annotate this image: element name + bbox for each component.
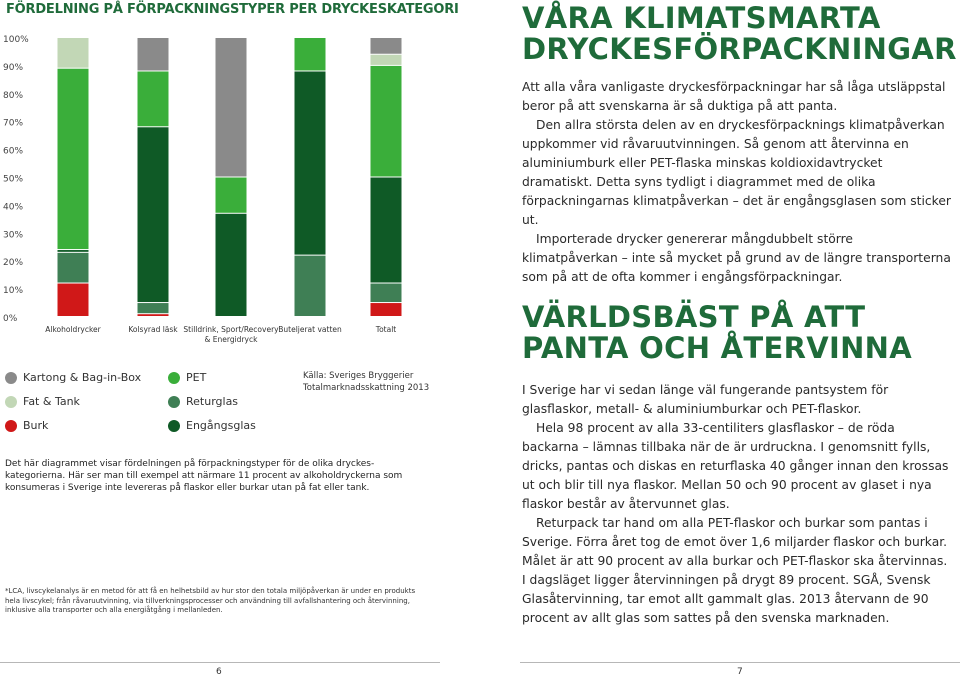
legend-label-pet: PET — [186, 371, 207, 384]
heading-klimatsmarta: VÅRA KLIMATSMARTA DRYCKESFÖRPACKNINGAR — [522, 1, 957, 66]
bar-segment-fat-tank — [58, 38, 89, 68]
legend-returglas — [168, 395, 238, 408]
paragraph: Importerade drycker genererar mångdubbelt större klimatpåverkan – inte så mycket på grund av de längre transporterna som på att de ofta kommer i engångsförpackningar. — [522, 232, 951, 284]
legend-dot-kartong — [5, 372, 17, 384]
heading-varldsbast: VÄRLDSBÄST PÅ ATT PANTA OCH ÅTERVINNA — [522, 300, 912, 365]
source-line-2: Totalmarknadsskattning 2013 — [303, 383, 430, 393]
lca-footnote: *LCA, livscykelanalys är en metod för att få en helhetsbild av hur stor den totala miljöpåverkan är under en produkts hela livscykel; från råvaruutvinning, via tillverkningsprocesser och användning till avfallshantering och återvinning, inklusive alla transporter och alla energiåtgång i mellanleden. — [5, 587, 416, 614]
chart-title: FÖRDELNING PÅ FÖRPACKNINGSTYPER PER DRYCKESKATEGORI — [6, 2, 459, 17]
bar-segment-returglas — [371, 284, 402, 303]
x-category-label: Stilldrink, Sport/Recovery & Energidryck — [183, 325, 279, 344]
bar-segment-pet — [138, 71, 169, 126]
bar-segment-burk — [58, 284, 89, 316]
legend-kartong — [5, 371, 141, 384]
legend-label-kartong: Kartong & Bag-in-Box — [23, 371, 142, 384]
bar-segment-pet — [58, 69, 89, 249]
paragraph: Den allra största delen av en dryckesförpacknings klimatpåverkan uppkommer vid råvaruutvinningen. Så genom att återvinna en aluminiumburk eller PET-flaska minskas koldioxidavtrycket dramatiskt. Detta syns tydligt i diagrammet med de olika förpackningarnas klimatpåverkan – det är engångsglasen som sticker ut. — [522, 118, 951, 227]
bar-segment-kartong-bag-in-box — [371, 38, 402, 54]
bar-segment-kartong-bag-in-box — [138, 38, 169, 70]
chart-caption: Det här diagrammet visar fördelningen på förpackningstyper för de olika dryckes-kategorierna. Här ser man till exempel att närmare 11 procent av alkoholdryckerna som konsumeras i Sverige inte levereras på flaskor eller burkar utan på fat eller tank. — [5, 459, 403, 493]
bar-segment-pet — [371, 66, 402, 177]
legend-label-returglas: Returglas — [186, 395, 239, 408]
bar-segment-engångsglas — [138, 127, 169, 302]
legend-fat-tank — [5, 395, 80, 408]
legend-dot-fat-tank — [5, 396, 17, 408]
chart-source — [303, 370, 429, 394]
bar-segment-burk — [138, 314, 169, 316]
bar-segment-fat-tank — [371, 55, 402, 65]
legend-dot-engangsglas — [168, 420, 180, 432]
paragraph: Returpack tar hand om alla PET-flaskor och burkar som pantas i Sverige. Förra året tog de emot över 1,6 miljarder flaskor och burkar. Målet är att 90 procent av alla burkar och PET-flaskor ska återvinnas. I dagsläget ligger återvinningen på drygt 89 procent. SGÅ, Svensk Glasåtervinning, tar emot allt gammalt glas. 2013 återvann de 90 procent av allt glas som sattes på den svenska marknaden. — [522, 516, 948, 625]
section-klimatsmarta — [522, 78, 952, 287]
legend-engangsglas — [168, 419, 256, 432]
legend-dot-returglas — [168, 396, 180, 408]
bar-segment-returglas — [138, 303, 169, 313]
bar-segment-pet — [216, 178, 247, 213]
x-category-label: Alkoholdrycker — [45, 325, 101, 334]
y-tick-label: 0% — [3, 314, 18, 324]
bar-segment-engångsglas — [58, 250, 89, 252]
bar-segment-engångsglas — [295, 71, 326, 254]
x-category-label: Kolsyrad läsk — [128, 325, 178, 334]
paragraph: I Sverige har vi sedan länge väl fungerande pantsystem för glasflaskor, metall- & aluminiumburkar och PET-flaskor. — [522, 383, 889, 416]
bar-segment-pet — [295, 38, 326, 70]
paragraph: Att alla våra vanligaste dryckesförpackningar har så låga utsläppstal beror på att svenskarna är så duktiga på att panta. — [522, 80, 946, 113]
footer-rule-left — [0, 662, 440, 663]
bar-segment-returglas — [58, 253, 89, 283]
bar-segment-kartong-bag-in-box — [216, 38, 247, 177]
bar-segment-engångsglas — [371, 178, 402, 283]
legend-dot-pet — [168, 372, 180, 384]
bar-segment-burk — [371, 303, 402, 316]
y-tick-label: 80% — [3, 90, 24, 101]
x-category-label: Buteljerat vatten — [278, 325, 342, 334]
y-tick-label: 90% — [3, 62, 24, 73]
section-varldsbast — [522, 381, 952, 628]
legend-dot-burk — [5, 420, 17, 432]
footer-rule-right — [520, 662, 960, 663]
bar-segment-returglas — [295, 256, 326, 316]
y-tick-label: 40% — [3, 202, 24, 213]
y-tick-label: 10% — [3, 286, 24, 297]
legend-label-engangsglas: Engångsglas — [186, 419, 256, 432]
bar-segment-engångsglas — [216, 214, 247, 316]
y-tick-label: 70% — [3, 118, 24, 129]
legend-label-burk: Burk — [23, 419, 49, 432]
source-line-1: Källa: Sveriges Bryggerier — [303, 371, 414, 381]
y-tick-label: 50% — [3, 174, 24, 185]
legend-pet — [168, 371, 206, 384]
paragraph: Hela 98 procent av alla 33-centiliters glasflaskor – de röda backarna – lämnas tillbaka när de är urdruckna. I genomsnitt fylls, dricks, pantas och diskas en returflaska 40 gånger innan den krossas ut och blir till nya flaskor. Mellan 50 och 90 procent av glaset i nya flaskor består av återvunnet glas. — [522, 421, 949, 511]
y-tick-label: 100% — [3, 35, 29, 45]
legend-burk — [5, 419, 48, 432]
y-tick-label: 20% — [3, 258, 24, 269]
stacked-bar-chart — [0, 0, 430, 350]
legend-label-fat-tank: Fat & Tank — [23, 395, 80, 408]
page-number-left: 6 — [216, 667, 222, 677]
y-tick-label: 60% — [3, 146, 24, 157]
y-tick-label: 30% — [3, 230, 24, 241]
x-category-label: Totalt — [375, 325, 397, 334]
page-number-right: 7 — [737, 667, 743, 677]
